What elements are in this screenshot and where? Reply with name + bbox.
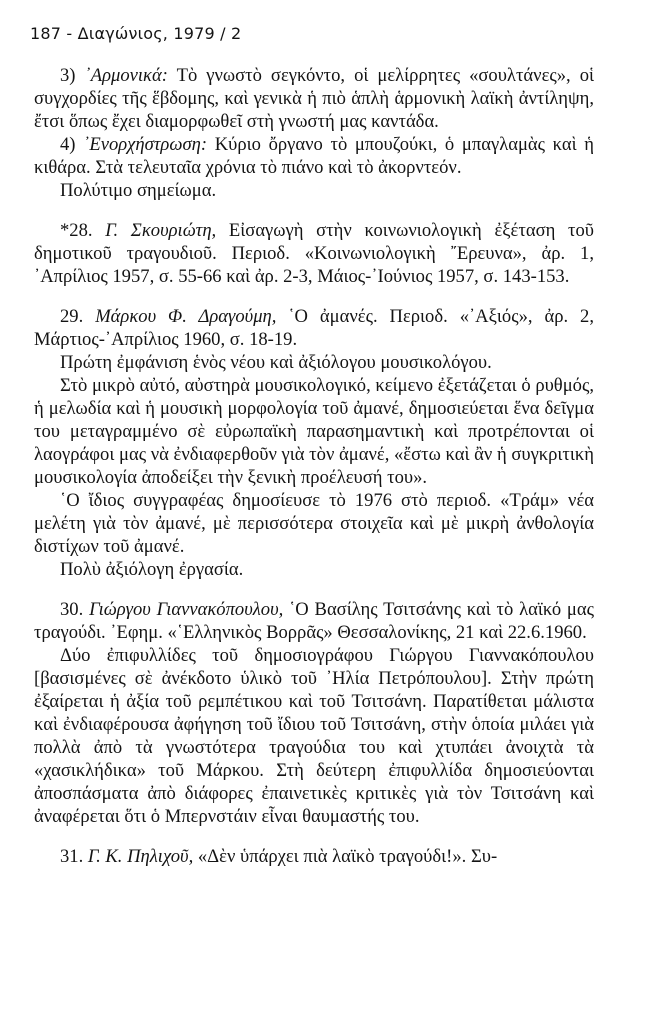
paragraph-text: ῾Ο ἀμανές. Περιοδ. «᾿Αξιός», ἀρ. 2, Μάρτιος-᾿Απρίλιος 1960, σ. 18-19. [34, 306, 595, 350]
paragraph [34, 351, 594, 374]
paragraph [34, 489, 594, 558]
paragraph-prefix: 29. [60, 306, 96, 327]
paragraph-text: Τὸ γνωστὸ σεγκόντο, οἱ μελίρρητες «σουλτάνες», οἱ συγχορδίες τῆς ἕβδομης, καὶ γενικὰ ἡ πιὸ ἁπλὴ ἁρμονικὴ λαϊκὴ ἀντίληψη, ἔτσι ὅπως ἔχει διαμορφωθεῖ στὴ γνωστή μας καντάδα. [34, 65, 594, 132]
paragraph-emphasis: Γ. Σκουριώτη, [105, 220, 217, 241]
paragraph-text: Πολύτιμο σημείωμα. [60, 180, 217, 201]
paragraph [34, 133, 594, 179]
paragraph-prefix: 3) [60, 65, 85, 86]
page-body [34, 64, 594, 868]
paragraph [34, 374, 594, 489]
paragraph [34, 179, 594, 202]
paragraph [34, 558, 594, 581]
paragraph-emphasis: ᾿Ενορχήστρωση: [83, 134, 208, 155]
paragraph-emphasis: Γ. Κ. Πηλιχοῦ, [87, 846, 194, 867]
paragraph-text: «Δὲν ὑπάρχει πιὰ λαϊκὸ τραγούδι!». Συ- [193, 846, 498, 867]
paragraph-text: Δύο ἐπιφυλλίδες τοῦ δημοσιογράφου Γιώργου Γιαννακόπουλου [βασισμένες σὲ ἀνέκδοτο ὑλικὸ τοῦ ᾿Ηλία Πετρόπουλου]. Στὴν πρώτη ἐξαίρεται ἡ ἀξία τοῦ ρεμπέτικου καὶ τοῦ Τσιτσάνη. Παρατίθεται μάλιστα καὶ ἐνδιαφέρουσα ἀφήγηση τοῦ ἴδιου τοῦ Τσιτσάνη, στὴν ὁποία μιλάει γιὰ πολλὰ ἀπὸ τὰ γνωστότερα τραγούδια του καὶ χτυπάει ἀνοιχτὰ τὰ «χασικλήδικα» τοῦ Μάρκου. Στὴ δεύτερη ἐπιφυλλίδα δημοσιεύονται ἀποσπάσματα ἀπὸ διάφορες ἐπαινετικὲς κριτικὲς γιὰ τὸν Τσιτσάνη καὶ ἀναφέρεται ὅτι ὁ Μπερνστάιν εἶναι θαυμαστής του. [34, 645, 594, 827]
paragraph [34, 305, 594, 351]
paragraph-emphasis: Γιώργου Γιαννακόπουλου, [89, 599, 284, 620]
paragraph [34, 64, 594, 133]
paragraph [34, 845, 594, 868]
paragraph-prefix: 4) [60, 134, 84, 155]
paragraph-text: Κύριο ὄργανο τὸ μπουζούκι, ὁ μπαγλαμὰς καὶ ἡ κιθάρα. Στὰ τελευταῖα χρόνια τὸ πιάνο καὶ τὸ ἀκορντεόν. [34, 134, 595, 178]
paragraph-text: Στὸ μικρὸ αὐτό, αὐστηρὰ μουσικολογικό, κείμενο ἐξετάζεται ὁ ρυθμός, ἡ μελωδία καὶ ἡ μουσικὴ μορφολογία τοῦ ἀμανέ, δημοσιεύεται ἕνα δεῖγμα του μεταγραμμένο σὲ εὐρωπαϊκὴ παρασημαντικὴ καὶ προτρέπονται οἱ λαογράφοι μας νὰ ἐνδιαφερθοῦν γιὰ τὸν ἀμανέ, «ἔστω καὶ ἂν ἡ συγκριτικὴ μουσικολογία ἀποδείξει τὴν ξενικὴ προέλευσή του». [34, 375, 594, 488]
paragraph-text: ῾Ο Βασίλης Τσιτσάνης καὶ τὸ λαϊκό μας τραγούδι. ᾿Εφημ. «῾Ελληνικὸς Βορρᾶς» Θεσσαλονίκης, 21 καὶ 22.6.1960. [34, 599, 595, 643]
paragraph-emphasis: Μάρκου Φ. Δραγούμη, [95, 306, 277, 327]
paragraph [34, 598, 594, 644]
paragraph-prefix: 30. [60, 599, 90, 620]
paragraph-text: ῾Ο ἴδιος συγγραφέας δημοσίευσε τὸ 1976 στὸ περιοδ. «Τράμ» νέα μελέτη γιὰ τὸν ἀμανέ, μὲ περισσότερα στοιχεῖα καὶ μὲ μικρὴ ἀνθολογία διστίχων τοῦ ἀμανέ. [34, 490, 594, 557]
paragraph-prefix: 31. [60, 846, 88, 867]
paragraph-text: Εἰσαγωγὴ στὴν κοινωνιολογικὴ ἐξέταση τοῦ δημοτικοῦ τραγουδιοῦ. Περιοδ. «Κοινωνιολογικὴ ῎Ερευνα», ἀρ. 1, ᾿Απρίλιος 1957, σ. 55-66 καὶ ἀρ. 2-3, Μάιος-᾿Ιούνιος 1957, σ. 143-153. [34, 220, 594, 287]
paragraph-prefix: *28. [60, 220, 106, 241]
paragraph-text: Πολὺ ἀξιόλογη ἐργασία. [60, 559, 244, 580]
paragraph-emphasis: ᾿Αρμονικά: [84, 65, 168, 86]
paragraph [34, 644, 594, 828]
paragraph [34, 219, 594, 288]
paragraph-text: Πρώτη ἐμφάνιση ἑνὸς νέου καὶ ἀξιόλογου μουσικολόγου. [60, 352, 492, 373]
running-head: 187 - Διαγώνιος, 1979 / 2 [30, 24, 242, 43]
